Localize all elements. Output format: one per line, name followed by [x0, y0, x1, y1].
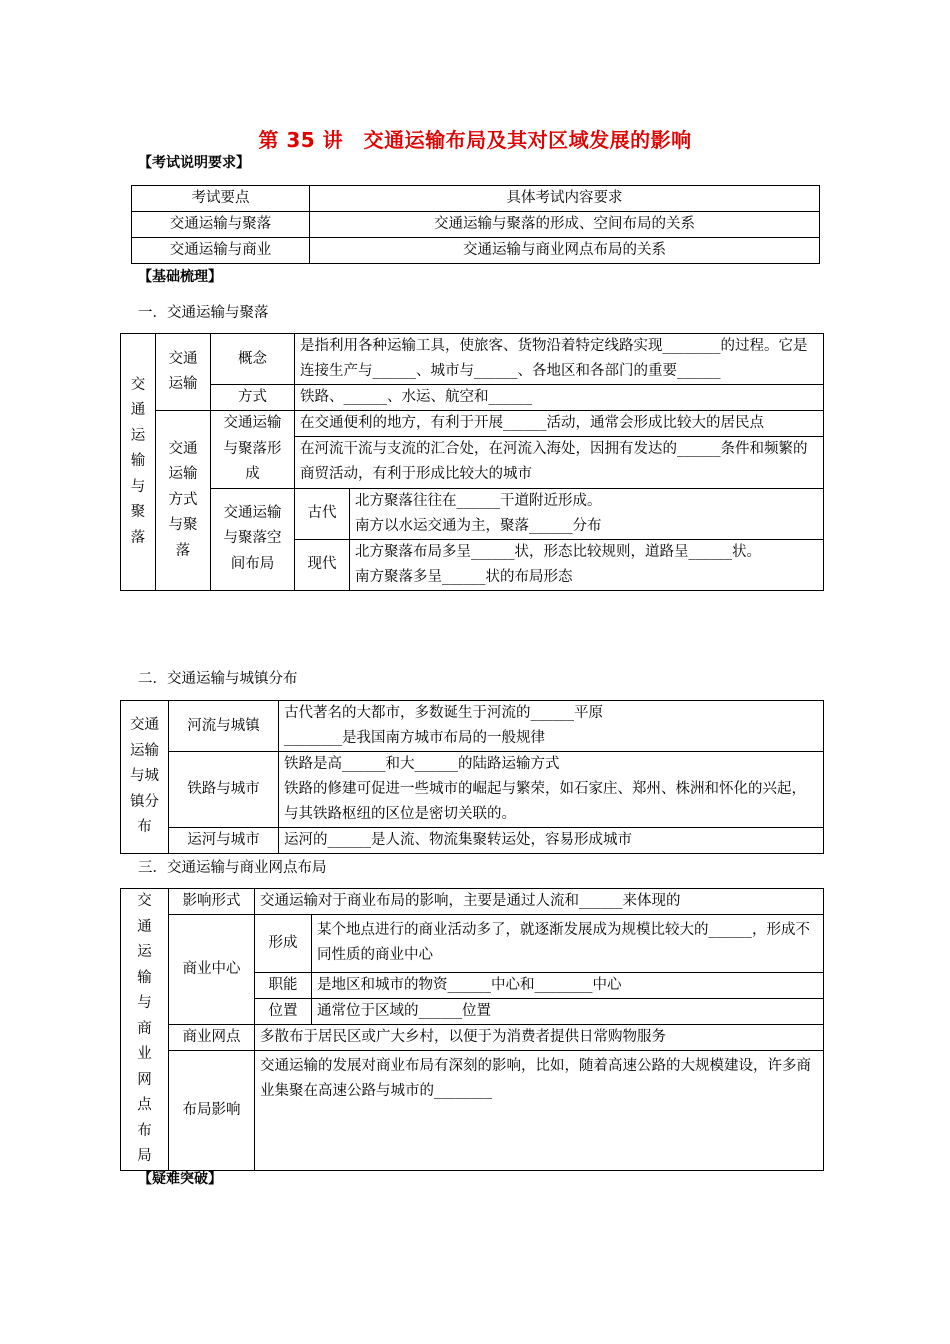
- part1-left-label: 交通运输与聚落: [121, 334, 156, 591]
- modern-label: 现代: [295, 539, 350, 590]
- table-row: [132, 186, 820, 212]
- part1-table: [120, 333, 824, 591]
- form-text: 某个地点进行的商业活动多了，就逐渐发展成为规模比较大的______，形成不同性质的商业中心: [312, 915, 824, 973]
- concept-text: 是指利用各种运输工具，使旅客、货物沿着特定线路实现________的过程。它是连接生产与______、城市与______、各地区和各部门的重要______: [295, 334, 824, 385]
- concept-label: 概念: [211, 334, 295, 385]
- ancient-line-2: 南方以水运交通为主，聚落______分布: [355, 517, 602, 534]
- part2-heading: 二．交通运输与城镇分布: [138, 671, 298, 687]
- part1-heading: 一．交通运输与聚落: [138, 305, 269, 321]
- formation-label: 交通运输与聚落形成: [211, 411, 295, 489]
- spatial-layout-label: 交通运输与聚落空间布局: [211, 488, 295, 590]
- part2-table: [120, 700, 824, 854]
- river-text: [279, 701, 824, 752]
- canal-label: 运河与城市: [169, 828, 279, 854]
- modern-line-2: 南方聚落多呈______状的布局形态: [355, 568, 573, 585]
- river-label: 河流与城镇: [169, 701, 279, 752]
- ancient-label: 古代: [295, 488, 350, 539]
- table-header: 具体考试内容要求: [310, 186, 820, 212]
- rail-label: 铁路与城市: [169, 752, 279, 828]
- mode-settlement-label: 交通运输方式与聚落: [156, 411, 211, 591]
- function-text: 是地区和城市的物资______中心和________中心: [312, 972, 824, 998]
- center-label: 商业中心: [169, 915, 255, 1025]
- part3-left-label: 交通运输与商业网点布局: [121, 889, 169, 1171]
- requirements-table: [131, 185, 820, 264]
- ancient-text: [350, 488, 824, 539]
- page-title: 第 35 讲 交通运输布局及其对区域发展的影响: [258, 128, 692, 152]
- modern-text: [350, 539, 824, 590]
- ancient-line-1: 北方聚落往往在______干道附近形成。: [355, 492, 602, 509]
- part3-heading: 三．交通运输与商业网点布局: [138, 860, 327, 876]
- function-label: 职能: [255, 972, 312, 998]
- influence-label: 影响形式: [169, 889, 255, 915]
- form-label: 形成: [255, 915, 312, 973]
- table-row: [132, 212, 820, 238]
- table-header: 考试要点: [132, 186, 310, 212]
- rail-line-1: 铁路是高______和大______的陆路运输方式: [284, 756, 560, 772]
- river-line-2: ________是我国南方城市布局的一般规律: [284, 730, 545, 746]
- layout-influence-text: 交通运输的发展对商业布局有深刻的影响，比如，随着高速公路的大规模建设，许多商业集聚在高速公路与城市的________: [255, 1050, 824, 1170]
- part2-left-label: 交通运输与城镇分布: [121, 701, 169, 854]
- outlet-text: 多散布于居民区或广大乡村，以便于为消费者提供日常购物服务: [255, 1024, 824, 1050]
- mode-label: 方式: [211, 385, 295, 411]
- table-row: [132, 238, 820, 264]
- outlet-label: 商业网点: [169, 1024, 255, 1050]
- influence-text: 交通运输对于商业布局的影响，主要是通过人流和______来体现的: [255, 889, 824, 915]
- layout-influence-label: 布局影响: [169, 1050, 255, 1170]
- rail-text: [279, 752, 824, 828]
- table-cell: 交通运输与聚落: [132, 212, 310, 238]
- river-line-1: 古代著名的大都市，多数诞生于河流的______平原: [284, 705, 603, 721]
- canal-text: 运河的______是人流、物流集聚转运处，容易形成城市: [279, 828, 824, 854]
- position-label: 位置: [255, 998, 312, 1024]
- table-cell: 交通运输与聚落的形成、空间布局的关系: [310, 212, 820, 238]
- part3-table: [120, 888, 824, 1171]
- table-cell: 交通运输与商业: [132, 238, 310, 264]
- rail-line-2: 铁路的修建可促进一些城市的崛起与繁荣，如石家庄、郑州、株洲和怀化的兴起，与其铁路枢纽的区位是密切关联的。: [284, 781, 806, 822]
- modern-line-1: 北方聚落布局多呈______状，形态比较规则，道路呈______状。: [355, 543, 761, 560]
- section-basics: 【基础梳理】: [138, 269, 222, 285]
- mode-text: 铁路、______、水运、航空和______: [295, 385, 824, 411]
- transport-label: 交通运输: [156, 334, 211, 411]
- formation-text-1: 在交通便利的地方，有利于开展______活动，通常会形成比较大的居民点: [295, 411, 824, 437]
- section-difficult: 【疑难突破】: [138, 1171, 222, 1187]
- position-text: 通常位于区域的______位置: [312, 998, 824, 1024]
- formation-text-2: 在河流干流与支流的汇合处，在河流入海处，因拥有发达的______条件和频繁的商贸活动，有利于形成比较大的城市: [295, 437, 824, 488]
- table-cell: 交通运输与商业网点布局的关系: [310, 238, 820, 264]
- section-requirements: 【考试说明要求】: [138, 155, 250, 171]
